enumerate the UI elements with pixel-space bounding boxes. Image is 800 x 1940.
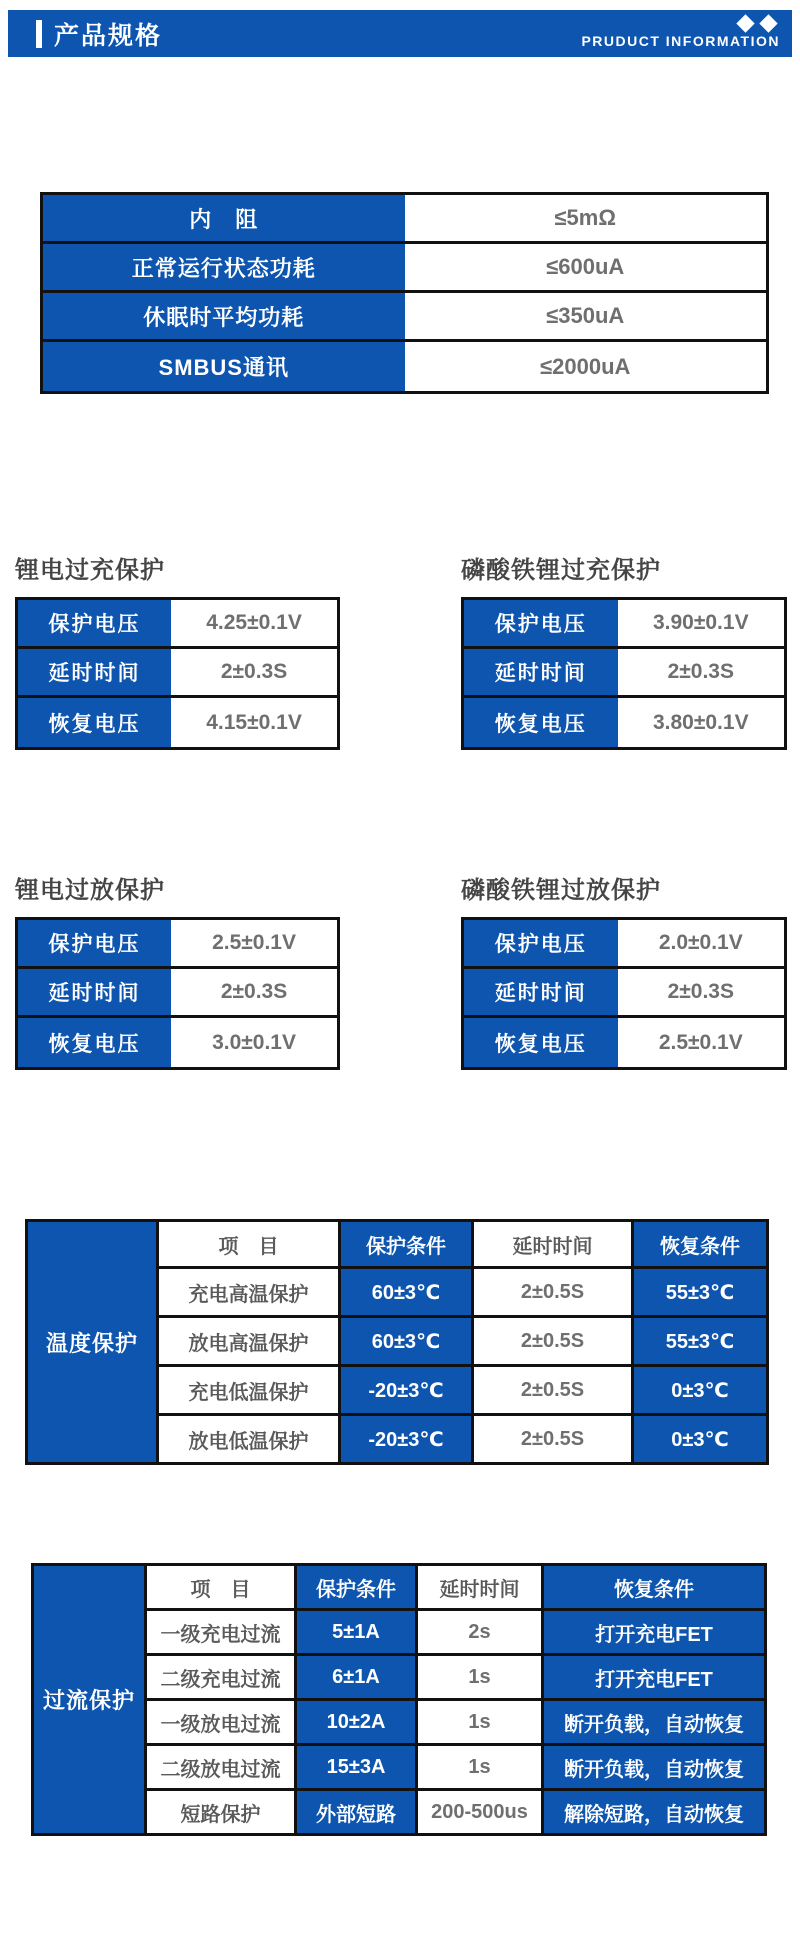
section-lifepo4-overdischarge	[461, 870, 787, 1070]
protection-table	[15, 597, 340, 750]
condition-cell: -20±3℃	[341, 1367, 471, 1413]
spec-label: 正常运行状态功耗	[43, 244, 405, 290]
param-label: 恢复电压	[464, 698, 618, 747]
condition-cell: 15±3A	[297, 1746, 415, 1788]
condition-cell: -20±3℃	[341, 1416, 471, 1462]
table-row	[18, 969, 337, 1018]
param-value: 2.5±0.1V	[171, 920, 337, 966]
header-right	[581, 13, 780, 49]
table-row	[43, 244, 766, 293]
delay-cell: 1s	[418, 1656, 541, 1698]
header-subtitle: PRUDUCT INFORMATION	[581, 33, 780, 49]
item-cell: 二级充电过流	[147, 1656, 294, 1698]
column-header: 保护条件	[297, 1566, 415, 1608]
param-value: 2±0.3S	[618, 969, 784, 1015]
recovery-cell: 0±3℃	[634, 1416, 766, 1462]
delay-cell: 1s	[418, 1746, 541, 1788]
protection-table	[461, 917, 787, 1070]
protection-table	[461, 597, 787, 750]
item-cell: 二级放电过流	[147, 1746, 294, 1788]
delay-cell: 2±0.5S	[474, 1318, 631, 1364]
table-row	[464, 600, 784, 649]
column-header: 项 目	[147, 1566, 294, 1608]
param-value: 2±0.3S	[171, 649, 337, 695]
table-row	[464, 698, 784, 747]
param-label: 延时时间	[18, 969, 171, 1015]
table-row	[18, 600, 337, 649]
recovery-cell: 断开负载，自动恢复	[544, 1701, 764, 1743]
header-accent-bar	[36, 20, 42, 48]
spec-label: 内 阻	[43, 195, 405, 241]
spec-label: SMBUS通讯	[43, 342, 405, 391]
column-header: 恢复条件	[634, 1222, 766, 1266]
delay-cell: 200-500us	[418, 1791, 541, 1833]
spec-value: ≤350uA	[405, 293, 767, 339]
section-title: 磷酸铁锂过充保护	[461, 557, 661, 584]
param-label: 延时时间	[464, 969, 618, 1015]
section-liion-overdischarge	[15, 870, 340, 1070]
delay-cell: 2±0.5S	[474, 1269, 631, 1315]
param-value: 4.15±0.1V	[171, 698, 337, 747]
param-label: 保护电压	[464, 600, 618, 646]
param-label: 恢复电压	[18, 1018, 171, 1067]
table-row	[18, 1018, 337, 1067]
table-row	[18, 698, 337, 747]
header-bar	[8, 10, 792, 57]
condition-cell: 外部短路	[297, 1791, 415, 1833]
delay-cell: 2±0.5S	[474, 1367, 631, 1413]
delay-cell: 2±0.5S	[474, 1416, 631, 1462]
spec-value: ≤2000uA	[405, 342, 767, 391]
param-value: 3.80±0.1V	[618, 698, 784, 747]
page-title: 产品规格	[54, 21, 163, 50]
condition-cell: 60±3℃	[341, 1269, 471, 1315]
param-value: 4.25±0.1V	[171, 600, 337, 646]
diamond-icon	[759, 14, 777, 32]
param-label: 恢复电压	[18, 698, 171, 747]
diamond-icon	[736, 14, 754, 32]
param-label: 保护电压	[18, 600, 171, 646]
recovery-cell: 55±3℃	[634, 1269, 766, 1315]
table-row	[464, 969, 784, 1018]
column-header: 延时时间	[418, 1566, 541, 1608]
recovery-cell: 断开负载，自动恢复	[544, 1746, 764, 1788]
param-value: 2.5±0.1V	[618, 1018, 784, 1067]
item-cell: 一级放电过流	[147, 1701, 294, 1743]
table-row	[18, 920, 337, 969]
spec-label: 休眠时平均功耗	[43, 293, 405, 339]
item-cell: 充电低温保护	[159, 1367, 338, 1413]
item-cell: 放电高温保护	[159, 1318, 338, 1364]
group-label: 温度保护	[28, 1222, 156, 1462]
param-value: 2.0±0.1V	[618, 920, 784, 966]
table-row	[464, 649, 784, 698]
item-cell: 放电低温保护	[159, 1416, 338, 1462]
recovery-cell: 解除短路，自动恢复	[544, 1791, 764, 1833]
item-cell: 短路保护	[147, 1791, 294, 1833]
recovery-cell: 打开充电FET	[544, 1656, 764, 1698]
param-label: 延时时间	[464, 649, 618, 695]
column-header: 恢复条件	[544, 1566, 764, 1608]
condition-cell: 10±2A	[297, 1701, 415, 1743]
param-value: 3.0±0.1V	[171, 1018, 337, 1067]
spec-value: ≤5mΩ	[405, 195, 767, 241]
protection-table	[15, 917, 340, 1070]
recovery-cell: 打开充电FET	[544, 1611, 764, 1653]
item-cell: 一级充电过流	[147, 1611, 294, 1653]
column-header: 保护条件	[341, 1222, 471, 1266]
overcurrent-protection-table	[31, 1563, 767, 1836]
table-row	[464, 1018, 784, 1067]
table-row	[464, 920, 784, 969]
delay-cell: 2s	[418, 1611, 541, 1653]
recovery-cell: 55±3℃	[634, 1318, 766, 1364]
table-row	[18, 649, 337, 698]
param-label: 保护电压	[18, 920, 171, 966]
power-spec-table	[40, 192, 769, 394]
param-label: 恢复电压	[464, 1018, 618, 1067]
param-value: 2±0.3S	[171, 969, 337, 1015]
item-cell: 充电高温保护	[159, 1269, 338, 1315]
table-row	[43, 195, 766, 244]
param-value: 2±0.3S	[618, 649, 784, 695]
table-row	[43, 293, 766, 342]
param-label: 保护电压	[464, 920, 618, 966]
condition-cell: 5±1A	[297, 1611, 415, 1653]
temperature-protection-table	[25, 1219, 769, 1465]
group-label: 过流保护	[34, 1566, 144, 1833]
section-lifepo4-overcharge	[461, 550, 787, 750]
diamond-icons	[739, 17, 775, 30]
section-title: 锂电过放保护	[15, 877, 165, 904]
param-value: 3.90±0.1V	[618, 600, 784, 646]
spec-value: ≤600uA	[405, 244, 767, 290]
section-title: 锂电过充保护	[15, 557, 165, 584]
table-row	[43, 342, 766, 391]
section-title: 磷酸铁锂过放保护	[461, 877, 661, 904]
condition-cell: 6±1A	[297, 1656, 415, 1698]
param-label: 延时时间	[18, 649, 171, 695]
column-header: 延时时间	[474, 1222, 631, 1266]
recovery-cell: 0±3℃	[634, 1367, 766, 1413]
section-liion-overcharge	[15, 550, 340, 750]
delay-cell: 1s	[418, 1701, 541, 1743]
column-header: 项 目	[159, 1222, 338, 1266]
condition-cell: 60±3℃	[341, 1318, 471, 1364]
